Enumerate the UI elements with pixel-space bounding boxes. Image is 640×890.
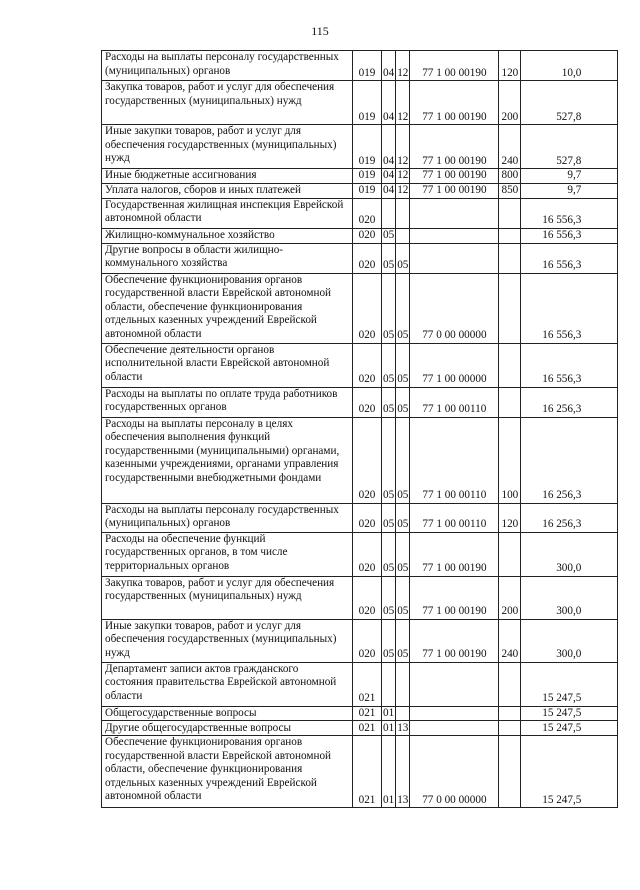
- cell-razdel: 05: [382, 619, 396, 662]
- cell-razdel: 04: [382, 81, 396, 125]
- cell-amount: 10,0: [521, 51, 618, 81]
- cell-razdel: 04: [382, 51, 396, 81]
- cell-vedomstvo: 020: [353, 619, 382, 662]
- cell-razdel: 05: [382, 387, 396, 417]
- cell-amount: 300,0: [521, 576, 618, 619]
- table-row: [102, 81, 618, 125]
- cell-target-article: 77 1 00 00110: [410, 503, 499, 532]
- cell-amount: 9,7: [521, 183, 618, 198]
- cell-name: Иные закупки товаров, работ и услуг для обеспечения государственных (муниципальных) нужд: [102, 619, 353, 662]
- cell-name: Расходы на выплаты персоналу в целях обеспечения выполнения функций государственными (муниципальными) органами, казенными учреждениями, органами управления государственными внебюджетными фондами: [102, 417, 353, 503]
- cell-target-article: 77 1 00 00190: [410, 125, 499, 169]
- cell-target-article: [410, 228, 499, 243]
- cell-amount: 9,7: [521, 169, 618, 184]
- cell-razdel: 05: [382, 576, 396, 619]
- cell-razdel: 05: [383, 229, 395, 241]
- cell-expense-type: [499, 706, 521, 721]
- cell-expense-type: [499, 198, 521, 228]
- cell-name: Обеспечение функционирования органов государственной власти Еврейской автономной области, обеспечение функционирования отдельных казенных учреждений Еврейской автономной области: [102, 273, 353, 343]
- cell-razdel: 05: [382, 273, 396, 343]
- cell-target-article: [410, 721, 499, 736]
- cell-razdel: 04: [383, 184, 395, 196]
- cell-podrazdel: [396, 228, 410, 243]
- cell-target-article: [410, 243, 499, 273]
- cell-vedomstvo: 019: [353, 51, 382, 81]
- cell-amount: 300,0: [521, 619, 618, 662]
- cell-vedomstvo: 021: [353, 721, 382, 736]
- cell-name: Закупка товаров, работ и услуг для обеспечения государственных (муниципальных) нужд: [102, 576, 353, 619]
- cell-vedomstvo: 020: [353, 576, 382, 619]
- cell-amount: 15 247,5: [521, 721, 618, 736]
- cell-amount: 527,8: [521, 81, 618, 125]
- table-row: [102, 503, 618, 532]
- cell-razdel: 01: [382, 736, 396, 808]
- table-row: [102, 706, 618, 721]
- cell-razdel: 01: [383, 706, 395, 719]
- cell-expense-type: 100: [499, 417, 521, 503]
- cell-target-article: 77 0 00 00000: [410, 273, 499, 343]
- cell-name: Другие вопросы в области жилищно-коммунального хозяйства: [102, 243, 353, 273]
- cell-target-article: [410, 198, 499, 228]
- cell-expense-type: [499, 343, 521, 387]
- table-body: [102, 51, 618, 808]
- cell-expense-type: 120: [499, 503, 521, 532]
- cell-target-article: 77 1 00 00000: [410, 343, 499, 387]
- cell-name: Иные закупки товаров, работ и услуг для обеспечения государственных (муниципальных) нужд: [102, 125, 353, 169]
- table-row: [102, 228, 618, 243]
- cell-podrazdel: 13: [397, 721, 409, 734]
- table-row: [102, 736, 618, 808]
- cell-name: Обеспечение функционирования органов государственной власти Еврейской автономной области, обеспечение функционирования отдельных казенных учреждений Еврейской автономной области: [102, 736, 353, 808]
- cell-podrazdel: 05: [396, 243, 410, 273]
- cell-podrazdel: 12: [396, 125, 410, 169]
- cell-vedomstvo: 020: [353, 503, 382, 532]
- cell-amount: 16 556,3: [521, 273, 618, 343]
- cell-expense-type: [499, 273, 521, 343]
- cell-razdel: 05: [382, 503, 396, 532]
- cell-vedomstvo: 020: [353, 387, 382, 417]
- table-row: [102, 273, 618, 343]
- cell-expense-type: [499, 243, 521, 273]
- cell-expense-type: 800: [499, 169, 521, 184]
- cell-amount: 15 247,5: [521, 736, 618, 808]
- cell-podrazdel: 05: [396, 387, 410, 417]
- cell-name: Обеспечение деятельности органов исполнительной власти Еврейской автономной области: [102, 343, 353, 387]
- budget-table: [101, 50, 618, 808]
- cell-vedomstvo: 020: [353, 532, 382, 576]
- cell-podrazdel: 05: [396, 576, 410, 619]
- cell-podrazdel: 05: [396, 619, 410, 662]
- cell-podrazdel: 13: [396, 736, 410, 808]
- cell-razdel: [382, 662, 396, 706]
- table-row: [102, 125, 618, 169]
- cell-vedomstvo: 021: [353, 736, 382, 808]
- cell-amount: 16 556,3: [521, 243, 618, 273]
- cell-name: Расходы на обеспечение функций государственных органов, в том числе территориальных органов: [102, 532, 353, 576]
- cell-expense-type: [499, 662, 521, 706]
- cell-name: Расходы на выплаты персоналу государственных (муниципальных) органов: [102, 51, 353, 81]
- table-row: [102, 51, 618, 81]
- cell-name: Общегосударственные вопросы: [102, 706, 353, 721]
- cell-target-article: [410, 706, 499, 721]
- table-row: [102, 532, 618, 576]
- cell-target-article: 77 1 00 00190: [410, 619, 499, 662]
- cell-name: Департамент записи актов гражданского состояния правительства Еврейской автономной области: [102, 662, 353, 706]
- cell-name: Жилищно-коммунальное хозяйство: [102, 228, 353, 243]
- cell-podrazdel: 12: [397, 184, 409, 196]
- cell-amount: 15 247,5: [521, 706, 618, 721]
- cell-target-article: 77 1 00 00190: [410, 81, 499, 125]
- table-row: [102, 387, 618, 417]
- cell-target-article: 77 0 00 00000: [410, 736, 499, 808]
- cell-name: Уплата налогов, сборов и иных платежей: [102, 183, 353, 198]
- cell-podrazdel: 05: [396, 503, 410, 532]
- table-row: [102, 198, 618, 228]
- cell-name: Расходы на выплаты по оплате труда работников государственных органов: [102, 387, 353, 417]
- cell-expense-type: 240: [499, 619, 521, 662]
- cell-amount: 16 256,3: [521, 503, 618, 532]
- cell-vedomstvo: 020: [353, 417, 382, 503]
- cell-amount: 15 247,5: [521, 662, 618, 706]
- cell-vedomstvo: 020: [353, 273, 382, 343]
- cell-target-article: 77 1 00 00110: [410, 417, 499, 503]
- cell-podrazdel: [396, 662, 410, 706]
- cell-expense-type: 850: [499, 183, 521, 198]
- cell-expense-type: [499, 228, 521, 243]
- cell-target-article: [410, 662, 499, 706]
- cell-razdel: 05: [382, 417, 396, 503]
- table-row: [102, 662, 618, 706]
- cell-podrazdel: 12: [397, 169, 409, 181]
- cell-expense-type: [499, 387, 521, 417]
- cell-target-article: 77 1 00 00190: [410, 576, 499, 619]
- cell-vedomstvo: 019: [353, 81, 382, 125]
- cell-amount: 16 556,3: [521, 228, 618, 243]
- cell-amount: 16 256,3: [521, 417, 618, 503]
- cell-expense-type: 240: [499, 125, 521, 169]
- table-row: [102, 576, 618, 619]
- cell-target-article: 77 1 00 00190: [410, 183, 499, 198]
- table-row: [102, 343, 618, 387]
- table-row: [102, 183, 618, 198]
- cell-razdel: 05: [382, 532, 396, 576]
- cell-vedomstvo: 021: [353, 706, 382, 721]
- cell-target-article: 77 1 00 00110: [410, 387, 499, 417]
- cell-vedomstvo: 020: [353, 198, 382, 228]
- cell-name: Иные бюджетные ассигнования: [102, 169, 353, 184]
- cell-razdel: 04: [383, 169, 395, 181]
- cell-podrazdel: 05: [396, 273, 410, 343]
- cell-name: Расходы на выплаты персоналу государственных (муниципальных) органов: [102, 503, 353, 532]
- cell-amount: 16 556,3: [521, 198, 618, 228]
- cell-podrazdel: 05: [396, 343, 410, 387]
- table-row: [102, 417, 618, 503]
- cell-amount: 300,0: [521, 532, 618, 576]
- cell-expense-type: [499, 532, 521, 576]
- cell-vedomstvo: 021: [353, 662, 382, 706]
- cell-target-article: 77 1 00 00190: [410, 51, 499, 81]
- cell-podrazdel: 12: [396, 81, 410, 125]
- cell-podrazdel: 05: [396, 532, 410, 576]
- cell-expense-type: [499, 721, 521, 736]
- cell-podrazdel: 05: [396, 417, 410, 503]
- table-row: [102, 169, 618, 184]
- cell-vedomstvo: 019: [353, 183, 382, 198]
- cell-razdel: 04: [382, 125, 396, 169]
- cell-target-article: 77 1 00 00190: [410, 169, 499, 184]
- cell-amount: 16 256,3: [521, 387, 618, 417]
- cell-expense-type: 120: [499, 51, 521, 81]
- cell-razdel: 01: [383, 721, 395, 734]
- cell-podrazdel: 12: [396, 51, 410, 81]
- cell-amount: 527,8: [521, 125, 618, 169]
- table-row: [102, 721, 618, 736]
- table-row: [102, 243, 618, 273]
- cell-expense-type: 200: [499, 576, 521, 619]
- cell-vedomstvo: 019: [353, 125, 382, 169]
- cell-vedomstvo: 020: [353, 243, 382, 273]
- cell-podrazdel: [396, 706, 410, 721]
- cell-expense-type: [499, 736, 521, 808]
- cell-expense-type: 200: [499, 81, 521, 125]
- table-row: [102, 619, 618, 662]
- cell-vedomstvo: 020: [353, 343, 382, 387]
- cell-name: Другие общегосударственные вопросы: [102, 721, 353, 736]
- cell-amount: 16 556,3: [521, 343, 618, 387]
- cell-razdel: 05: [382, 243, 396, 273]
- cell-razdel: 05: [382, 343, 396, 387]
- cell-vedomstvo: 020: [353, 228, 382, 243]
- cell-vedomstvo: 019: [353, 169, 382, 184]
- cell-target-article: 77 1 00 00190: [410, 532, 499, 576]
- cell-podrazdel: [396, 198, 410, 228]
- cell-name: Государственная жилищная инспекция Еврейской автономной области: [102, 198, 353, 228]
- cell-razdel: [382, 198, 396, 228]
- page-number: 115: [311, 24, 329, 38]
- cell-name: Закупка товаров, работ и услуг для обеспечения государственных (муниципальных) нужд: [102, 81, 353, 125]
